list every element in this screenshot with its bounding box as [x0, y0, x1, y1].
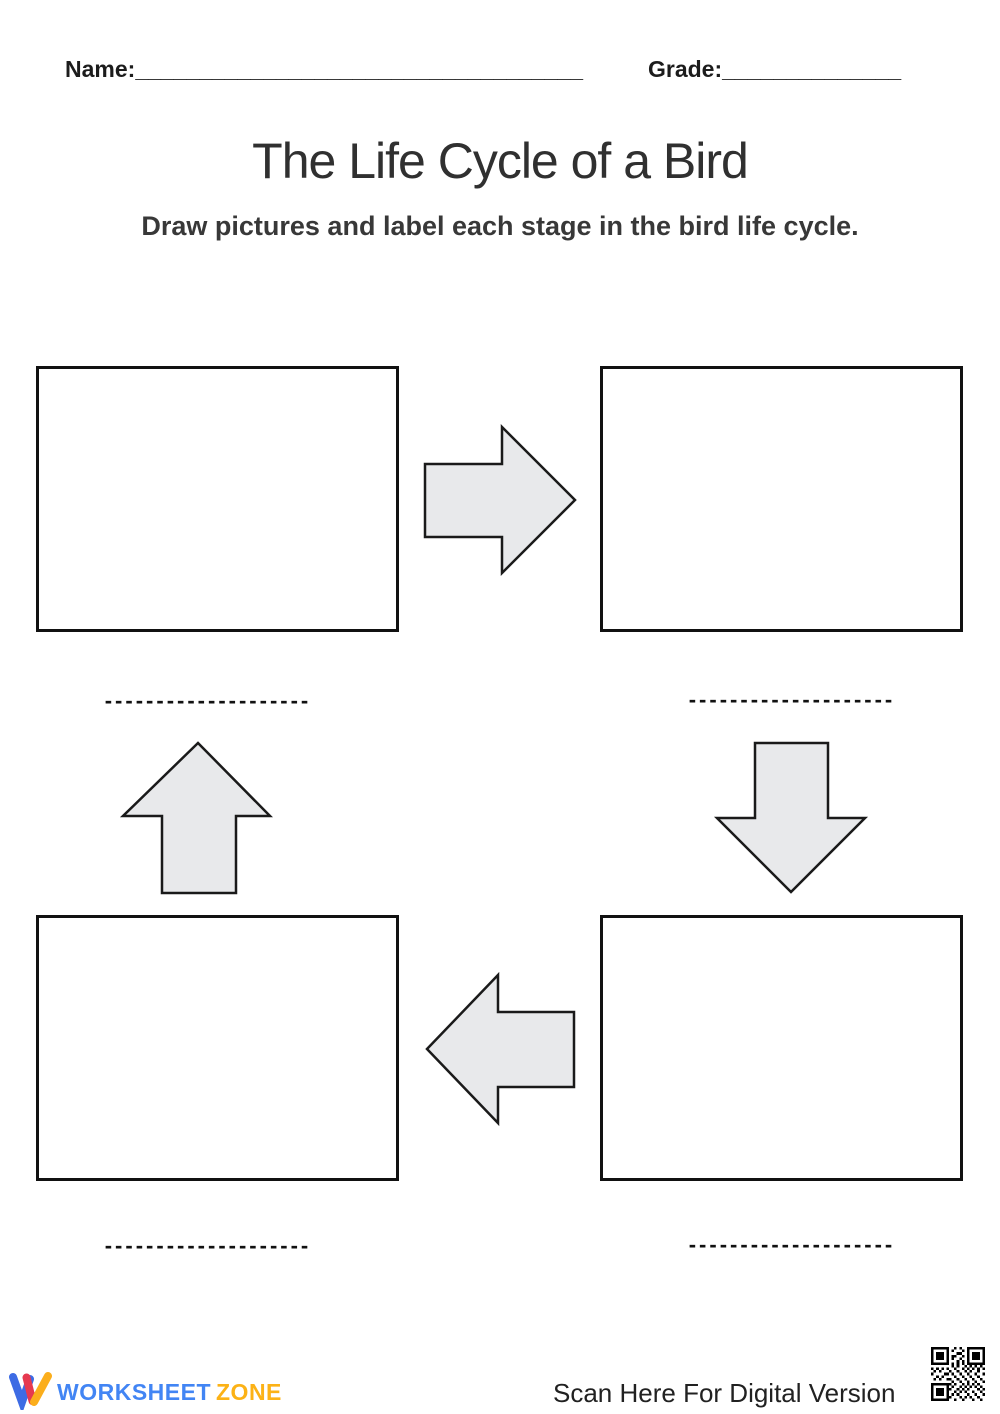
brand-word-worksheet: WORKSHEET	[57, 1379, 211, 1405]
arrow-left-icon	[427, 975, 574, 1123]
label-line-bottom-left: --------------------	[104, 1233, 312, 1258]
instructions-text: Draw pictures and label each stage in the bird life cycle.	[141, 211, 859, 241]
page-title: The Life Cycle of a Bird	[252, 133, 748, 189]
stage-box-bottom-right	[600, 915, 963, 1181]
arrow-right-icon	[425, 427, 575, 573]
header-row	[0, 56, 1000, 86]
arrow-up-icon	[123, 743, 270, 893]
arrow-down-icon	[717, 743, 865, 892]
grade-label: Grade:	[648, 56, 723, 82]
label-line-bottom-right: --------------------	[688, 1232, 896, 1257]
name-blank-line: ___________________________________	[135, 56, 584, 82]
brand-name	[57, 1379, 282, 1406]
label-line-top-right: --------------------	[688, 687, 896, 712]
label-line-top-left: --------------------	[104, 688, 312, 713]
grade-blank-line: ______________	[722, 56, 902, 82]
qr-code-icon	[926, 1342, 990, 1406]
stage-box-bottom-left	[36, 915, 399, 1181]
worksheetzone-w-icon	[8, 1370, 54, 1410]
stage-box-top-right	[600, 366, 963, 632]
stage-box-top-left	[36, 366, 399, 632]
name-label: Name:	[65, 56, 136, 82]
grade-field	[648, 56, 901, 83]
scan-here-text: Scan Here For Digital Version	[553, 1378, 896, 1408]
name-field	[65, 56, 583, 83]
brand-word-zone: ZONE	[216, 1379, 282, 1405]
